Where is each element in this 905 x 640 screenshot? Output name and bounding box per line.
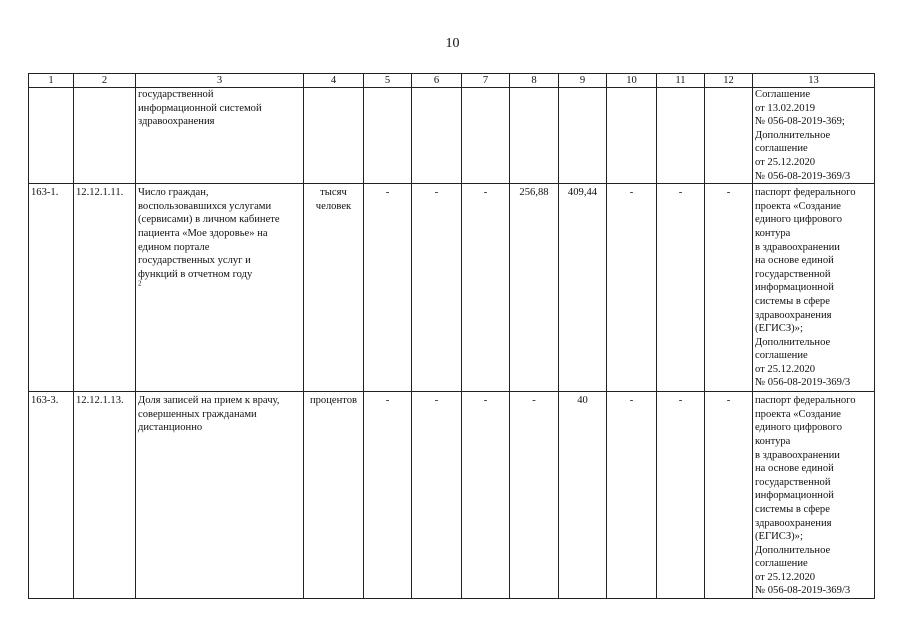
indicator-code-cell: [74, 88, 136, 184]
value-cell: -: [705, 392, 753, 599]
header-cell: 10: [607, 74, 657, 88]
source-document-cell: паспорт федерального проекта «Создание единого цифрового контура в здравоохранении на основе единой государственной информационной системы в сфере здравоохранения (ЕГИСЗ)»; Дополнительное соглашение от 25.12.2020 № 056-08-2019-369/3: [753, 392, 875, 599]
unit-cell: [304, 88, 364, 184]
header-cell: 3: [136, 74, 304, 88]
value-cell: 256,88: [510, 184, 559, 392]
unit-cell: процентов: [304, 392, 364, 599]
value-cell: -: [705, 184, 753, 392]
indicator-code-cell: 12.12.1.11.: [74, 184, 136, 392]
value-cell: -: [364, 392, 412, 599]
header-cell: 8: [510, 74, 559, 88]
header-cell: 1: [29, 74, 74, 88]
value-cell: -: [607, 184, 657, 392]
value-cell: -: [412, 392, 462, 599]
value-cell: [412, 88, 462, 184]
table-header-row: [29, 74, 875, 88]
value-cell: 409,44: [559, 184, 607, 392]
value-cell: -: [364, 184, 412, 392]
header-cell: 5: [364, 74, 412, 88]
value-cell: [559, 88, 607, 184]
table-row: [29, 392, 875, 599]
indicator-table: [28, 73, 875, 599]
value-cell: -: [462, 184, 510, 392]
indicator-name-cell: Доля записей на прием к врачу, совершенных гражданами дистанционно: [136, 392, 304, 599]
source-document-cell: паспорт федерального проекта «Создание единого цифрового контура в здравоохранении на основе единой государственной информационной системы в сфере здравоохранения (ЕГИСЗ)»; Дополнительное соглашение от 25.12.2020 № 056-08-2019-369/3: [753, 184, 875, 392]
value-cell: -: [607, 392, 657, 599]
header-cell: 12: [705, 74, 753, 88]
header-cell: 13: [753, 74, 875, 88]
value-cell: -: [657, 184, 705, 392]
value-cell: -: [462, 392, 510, 599]
value-cell: [657, 88, 705, 184]
value-cell: 40: [559, 392, 607, 599]
indicator-name-cell: Число граждан, воспользовавшихся услугами (сервисами) в личном кабинете пациента «Мое здоровье» на едином портале государственных услуг и функций в отчетном году $^2$: [136, 184, 304, 392]
indicator-name-cell: государственной информационной системой здравоохранения: [136, 88, 304, 184]
header-cell: 9: [559, 74, 607, 88]
value-cell: [510, 88, 559, 184]
header-cell: 2: [74, 74, 136, 88]
row-number-cell: [29, 88, 74, 184]
page-number: 10: [445, 36, 460, 51]
header-cell: 7: [462, 74, 510, 88]
source-document-cell: Соглашение от 13.02.2019 № 056-08-2019-369; Дополнительное соглашение от 25.12.2020 № 056-08-2019-369/3: [753, 88, 875, 184]
value-cell: [364, 88, 412, 184]
value-cell: -: [657, 392, 705, 599]
value-cell: -: [510, 392, 559, 599]
indicator-code-cell: 12.12.1.13.: [74, 392, 136, 599]
row-number-cell: 163-1.: [29, 184, 74, 392]
value-cell: [607, 88, 657, 184]
footnote-marker: 2: [138, 279, 142, 288]
header-cell: 4: [304, 74, 364, 88]
header-cell: 6: [412, 74, 462, 88]
row-number-cell: 163-3.: [29, 392, 74, 599]
table-row: [29, 88, 875, 184]
header-cell: 11: [657, 74, 705, 88]
value-cell: [462, 88, 510, 184]
value-cell: -: [412, 184, 462, 392]
value-cell: [705, 88, 753, 184]
table-row: [29, 184, 875, 392]
unit-cell: тысяч человек: [304, 184, 364, 392]
